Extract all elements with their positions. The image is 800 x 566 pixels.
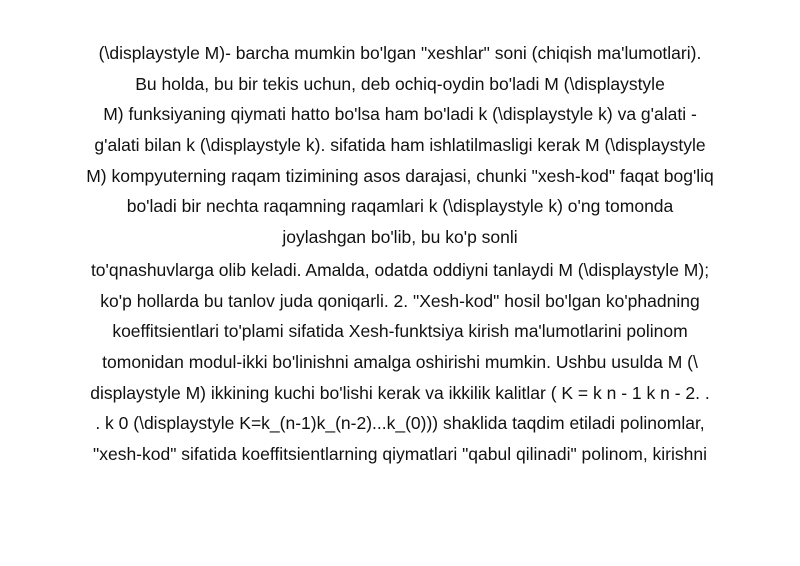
text-line: Bu holda, bu bir tekis uchun, deb ochiq-oydin bo'ladi M (\displaystyle [135, 73, 665, 94]
text-line: joylashgan bo'lib, bu ko'p sonli [282, 227, 518, 248]
paragraph-1 [40, 38, 760, 253]
text-line: M) kompyuterning raqam tizimining asos darajasi, chunki "xesh-kod" faqat bog'liq [86, 165, 714, 186]
text-line: displaystyle M) ikkining kuchi bo'lishi kerak va ikkilik kalitlar ( K = k n - 1 k n - 2. . [90, 382, 710, 403]
text-line: koeffitsientlari to'plami sifatida Xesh-funktsiya kirish ma'lumotlarini polinom [112, 321, 688, 342]
text-line: tomonidan modul-ikki bo'linishni amalga oshirishi mumkin. Ushbu usulda M (\ [102, 352, 698, 373]
text-line: to'qnashuvlarga olib keladi. Amalda, odatda oddiyni tanlaydi M (\displaystyle M); [90, 260, 710, 280]
text-line: ko'p hollarda bu tanlov juda qoniqarli. 2. "Xesh-kod" hosil bo'lgan ko'phadning [100, 290, 700, 311]
text-line: "xesh-kod" sifatida koeffitsientlarning qiymatlari "qabul qilinadi" polinom, kirishni [93, 444, 707, 465]
text-line: M) funksiyaning qiymati hatto bo'lsa ham bo'ladi k (\displaystyle k) va g'alati - [103, 104, 697, 125]
text-line: bo'ladi bir nechta raqamning raqamlari k (\displaystyle k) o'ng tomonda [126, 196, 674, 217]
text-line: . k 0 (\displaystyle K=k_(n-1)k_(n-2)...k_(0))) shaklida taqdim etiladi polinomlar, [95, 413, 705, 434]
text-line: g'alati bilan k (\displaystyle k). sifatida ham ishlatilmasligi kerak M (\displaystyle [94, 135, 706, 156]
paragraph-2 [40, 255, 760, 470]
text-line: (\displaystyle M)- barcha mumkin bo'lgan "xeshlar" soni (chiqish ma'lumotlari). [98, 43, 702, 63]
